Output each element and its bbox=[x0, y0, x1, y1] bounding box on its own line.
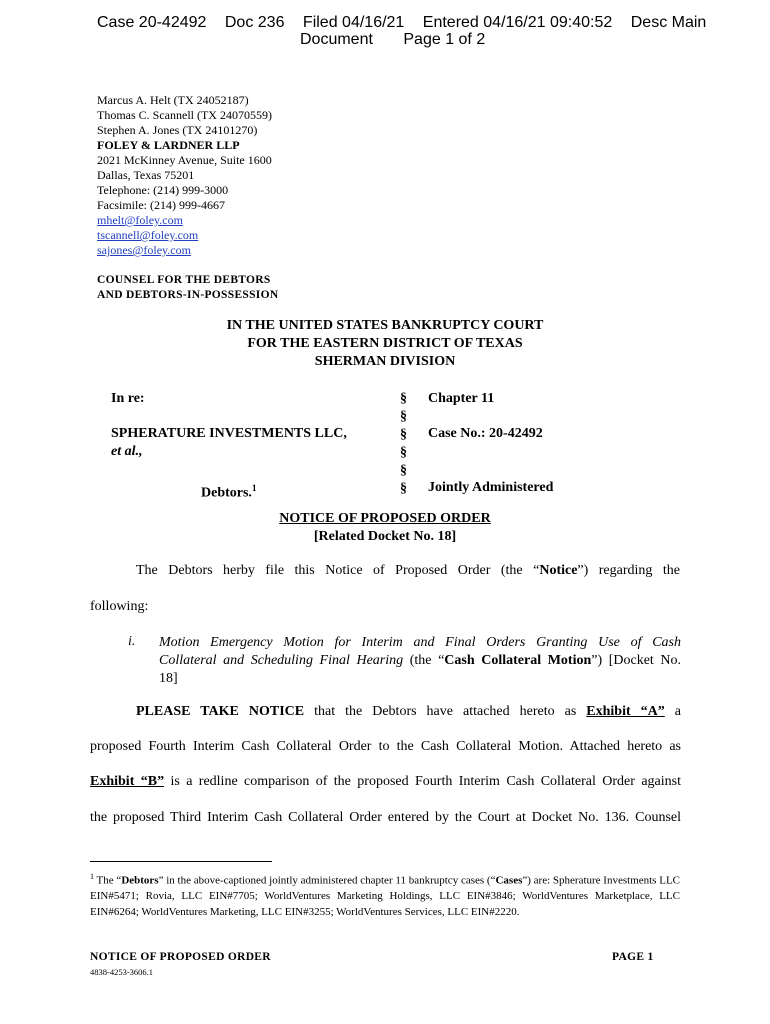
debtor-name: SPHERATURE INVESTMENTS LLC, bbox=[111, 426, 347, 441]
item-mid: (the “ bbox=[403, 653, 445, 668]
ptn-text-b: a bbox=[664, 704, 682, 719]
firm-name: FOLEY & LARDNER LLP bbox=[97, 138, 240, 152]
footer-doc-id: 4838-4253-3606.1 bbox=[90, 967, 154, 977]
section-symbol: § bbox=[400, 409, 407, 424]
related-docket: [Related Docket No. 18] bbox=[313, 529, 457, 544]
footnote-text-c: ”) are: Spherature Investments LLC EIN#5471; Rovia, LLC EIN#7705; WorldVentures Marketing Holdings, LLC EIN#3846; WorldVentures Marketplace, LLC EIN#6264; WorldVentures Marketing, LLC EIN#3255; WorldVentures Services, LLC EIN#2220. bbox=[90, 874, 680, 918]
section-symbol: § bbox=[400, 481, 407, 496]
facsimile: Facsimile: (214) 999-4667 bbox=[97, 198, 225, 212]
counsel-role-line-1: COUNSEL FOR THE DEBTORS bbox=[97, 274, 271, 286]
docket-header-line1 bbox=[97, 14, 706, 32]
intro-text-a: The Debtors herby file this Notice of Proposed Order (the “ bbox=[136, 563, 540, 578]
et-al: et al., bbox=[111, 444, 143, 459]
exhibit-a: Exhibit “A” bbox=[586, 704, 665, 719]
ptn-line-2: proposed Fourth Interim Cash Collateral Order to the Cash Collateral Motion. Attached hereto as bbox=[90, 739, 681, 754]
intro-line-1 bbox=[136, 563, 680, 579]
exhibit-b: Exhibit “B” bbox=[90, 774, 165, 789]
in-re-label: In re: bbox=[111, 391, 145, 406]
please-take-notice: PLEASE TAKE NOTICE bbox=[136, 704, 305, 719]
intro-line-2: following: bbox=[90, 599, 149, 614]
ptn-line-1 bbox=[136, 704, 681, 720]
list-item-line-3: 18] bbox=[159, 671, 178, 686]
footnote-1 bbox=[90, 869, 680, 920]
section-symbol: § bbox=[400, 463, 407, 478]
list-item-line-2 bbox=[159, 652, 681, 670]
court-heading bbox=[0, 317, 770, 371]
case-number: Case 20-42492 bbox=[97, 14, 207, 31]
entered-date: Entered 04/16/21 09:40:52 bbox=[422, 14, 613, 31]
ptn-text-a: that the Debtors have attached hereto as bbox=[304, 704, 587, 719]
footnote-text-a: The “ bbox=[94, 874, 122, 887]
footnote-text-b: ” in the above-captioned jointly administered chapter 11 bankruptcy cases (“ bbox=[158, 874, 496, 887]
list-item bbox=[159, 634, 681, 688]
list-marker: i. bbox=[128, 634, 136, 649]
footnote-debtors: Debtors bbox=[121, 874, 159, 887]
address-line-1: 2021 McKinney Avenue, Suite 1600 bbox=[97, 153, 272, 167]
case-no-label: Case No.: 20-42492 bbox=[428, 426, 543, 441]
footnote-ref-1: 1 bbox=[251, 483, 257, 493]
document-title bbox=[0, 510, 770, 546]
motion-title-1: Motion Emergency Motion for Interim and Final Orders Granting Use of Cash bbox=[159, 635, 681, 650]
counsel-role-line-2: AND DEBTORS-IN-POSSESSION bbox=[97, 289, 279, 301]
attorney-2: Thomas C. Scannell (TX 24070559) bbox=[97, 108, 272, 122]
motion-title-2: Collateral and Scheduling Final Hearing bbox=[159, 653, 404, 668]
telephone: Telephone: (214) 999-3000 bbox=[97, 183, 229, 197]
debtors-text: Debtors. bbox=[201, 485, 252, 501]
ptn-line-3-text: is a redline comparison of the proposed Fourth Interim Cash Collateral Order against bbox=[164, 774, 681, 789]
intro-bold: Notice bbox=[539, 563, 578, 578]
email-link-helt[interactable]: mhelt@foley.com bbox=[97, 213, 183, 227]
section-symbol: § bbox=[400, 445, 407, 460]
ptn-line-3 bbox=[90, 774, 681, 790]
jointly-administered: Jointly Administered bbox=[428, 480, 554, 495]
list-item-line-1 bbox=[159, 634, 681, 652]
docket-header-line2 bbox=[300, 31, 485, 49]
document-label: Document bbox=[300, 31, 373, 48]
cash-collateral-motion: Cash Collateral Motion bbox=[444, 653, 592, 668]
address-line-2: Dallas, Texas 75201 bbox=[97, 168, 195, 182]
footnote-divider bbox=[90, 861, 272, 862]
debtors-label bbox=[201, 479, 256, 503]
court-line-2: FOR THE EASTERN DISTRICT OF TEXAS bbox=[247, 336, 523, 351]
notice-title: NOTICE OF PROPOSED ORDER bbox=[279, 511, 491, 526]
court-line-3: SHERMAN DIVISION bbox=[314, 354, 456, 369]
court-line-1: IN THE UNITED STATES BANKRUPTCY COURT bbox=[226, 318, 544, 333]
footnote-mark: 1 bbox=[90, 872, 94, 881]
counsel-role bbox=[97, 273, 278, 303]
email-link-scannell[interactable]: tscannell@foley.com bbox=[97, 228, 199, 242]
doc-number: Doc 236 bbox=[224, 14, 285, 31]
counsel-block bbox=[97, 93, 272, 258]
footnote-cases: Cases bbox=[495, 874, 523, 887]
ptn-line-4: the proposed Third Interim Cash Collateral Order entered by the Court at Docket No. 136. Counsel bbox=[90, 810, 681, 825]
email-link-jones[interactable]: sajones@foley.com bbox=[97, 243, 191, 257]
section-symbol: § bbox=[400, 391, 407, 406]
section-symbol: § bbox=[400, 427, 407, 442]
footer-title: NOTICE OF PROPOSED ORDER bbox=[90, 951, 271, 963]
section-symbols bbox=[400, 390, 407, 498]
page-indicator: Page 1 of 2 bbox=[403, 31, 486, 48]
chapter-label: Chapter 11 bbox=[428, 391, 495, 406]
footer-page: PAGE 1 bbox=[612, 951, 654, 963]
item-end: ”) [Docket No. bbox=[591, 653, 682, 668]
filed-date: Filed 04/16/21 bbox=[302, 14, 405, 31]
desc-main: Desc Main bbox=[630, 14, 707, 31]
attorney-3: Stephen A. Jones (TX 24101270) bbox=[97, 123, 258, 137]
attorney-1: Marcus A. Helt (TX 24052187) bbox=[97, 93, 249, 107]
intro-text-b: ”) regarding the bbox=[577, 563, 680, 578]
